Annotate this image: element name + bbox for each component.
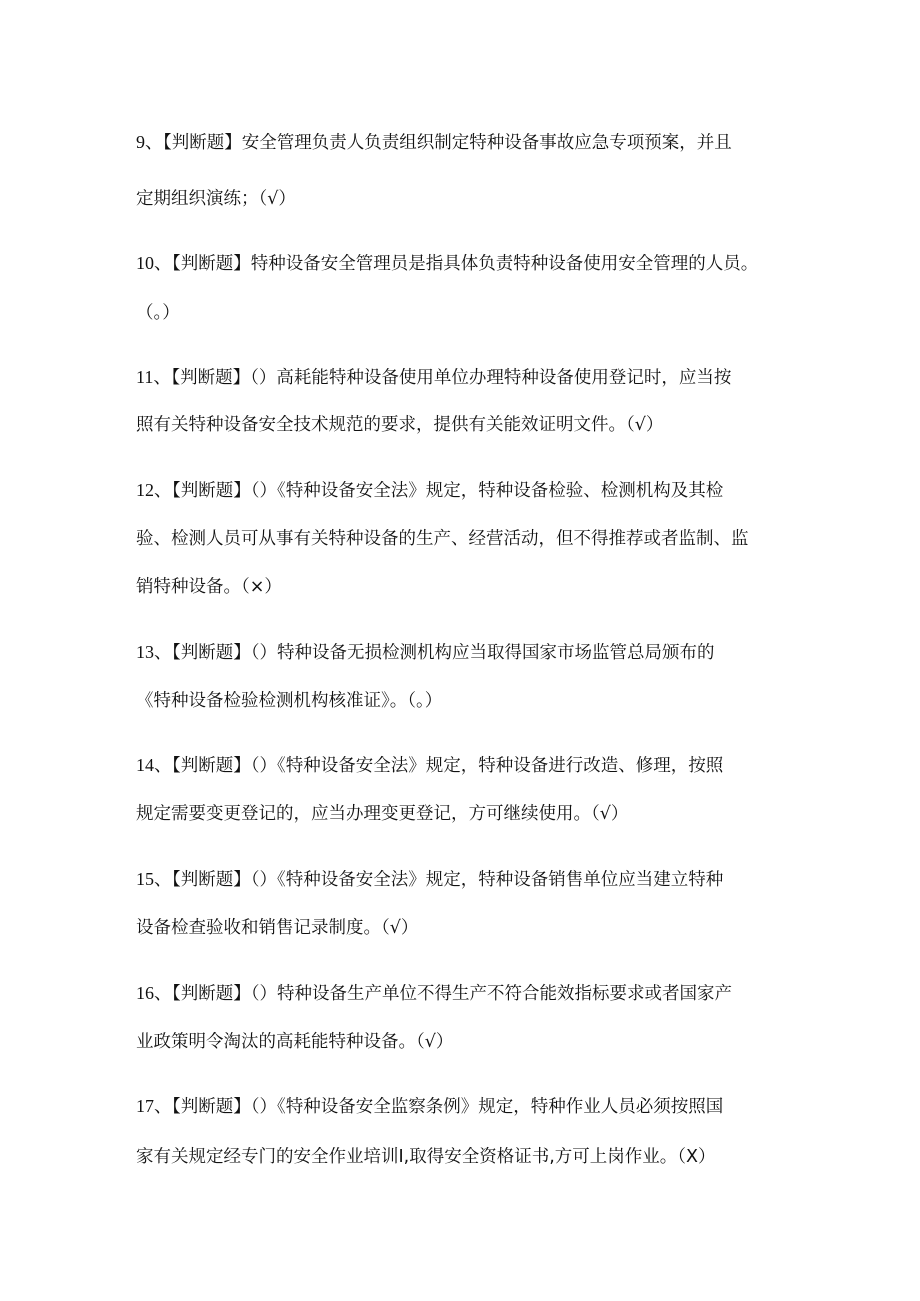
question-number: 10、 (136, 253, 172, 273)
question-number: 17、 (136, 1096, 172, 1116)
question-11-line-1 (136, 364, 796, 391)
question-9-line-1 (136, 129, 796, 156)
question-number: 15、 (136, 869, 172, 889)
question-number: 11、 (136, 367, 172, 387)
question-10-line-1 (136, 250, 796, 277)
question-text: 【判断题】（）《特种设备安全法》规定，特种设备销售单位应当建立特种 (172, 870, 724, 890)
question-number: 12、 (136, 480, 172, 500)
question-text: 【判断题】安全管理负责人负责组织制定特种设备事故应急专项预案，并且 (163, 133, 732, 153)
question-number: 13、 (136, 642, 172, 662)
question-11-line-2: 照有关特种设备安全技术规范的要求，提供有关能效证明文件。（√） (136, 415, 664, 435)
question-14-line-1 (136, 752, 796, 779)
question-14-line-2: 规定需要变更登记的，应当办理变更登记，方可继续使用。（√） (136, 804, 629, 824)
question-10-line-2: （。） (136, 303, 180, 323)
question-12-line-2: 验、检测人员可从事有关特种设备的生产、经营活动，但不得推荐或者监制、监 (136, 529, 749, 549)
question-12-line-1 (136, 477, 796, 504)
question-number: 14、 (136, 755, 172, 775)
question-12-line-3: 销特种设备。（×） (136, 577, 282, 597)
question-text: 【判断题】（）《特种设备安全法》规定，特种设备进行改造、修理，按照 (172, 756, 724, 776)
question-17-line-2: 家有关规定经专门的安全作业培训Ⅰ,取得安全资格证书,方可上岗作业。（X） (136, 1147, 716, 1167)
question-9-line-2: 定期组织演练；（√） (136, 189, 296, 209)
question-17-line-1 (136, 1093, 796, 1120)
question-text: 【判断题】（）特种设备无损检测机构应当取得国家市场监管总局颁布的 (172, 643, 715, 663)
question-13-line-1 (136, 639, 796, 666)
question-15-line-2: 设备检查验收和销售记录制度。（√） (136, 918, 419, 938)
question-text: 【判断题】（）特种设备生产单位不得生产不符合能效指标要求或者国家产 (172, 984, 732, 1004)
question-number: 16、 (136, 983, 172, 1003)
question-number: 9、 (136, 132, 163, 152)
question-text: 【判断题】（）《特种设备安全监察条例》规定，特种作业人员必须按照国 (172, 1097, 724, 1117)
question-15-line-1 (136, 866, 796, 893)
question-13-line-2: 《特种设备检验检测机构核准证》。（。） (136, 691, 443, 711)
question-text: 【判断题】（）《特种设备安全法》规定，特种设备检验、检测机构及其检 (172, 481, 724, 501)
question-text: 【判断题】（）高耗能特种设备使用单位办理特种设备使用登记时，应当按 (171, 368, 732, 388)
question-16-line-2: 业政策明令淘汰的高耗能特种设备。（√） (136, 1032, 454, 1052)
question-text: 【判断题】特种设备安全管理员是指具体负责特种设备使用安全管理的人员。 (172, 254, 759, 274)
question-16-line-1 (136, 980, 796, 1007)
